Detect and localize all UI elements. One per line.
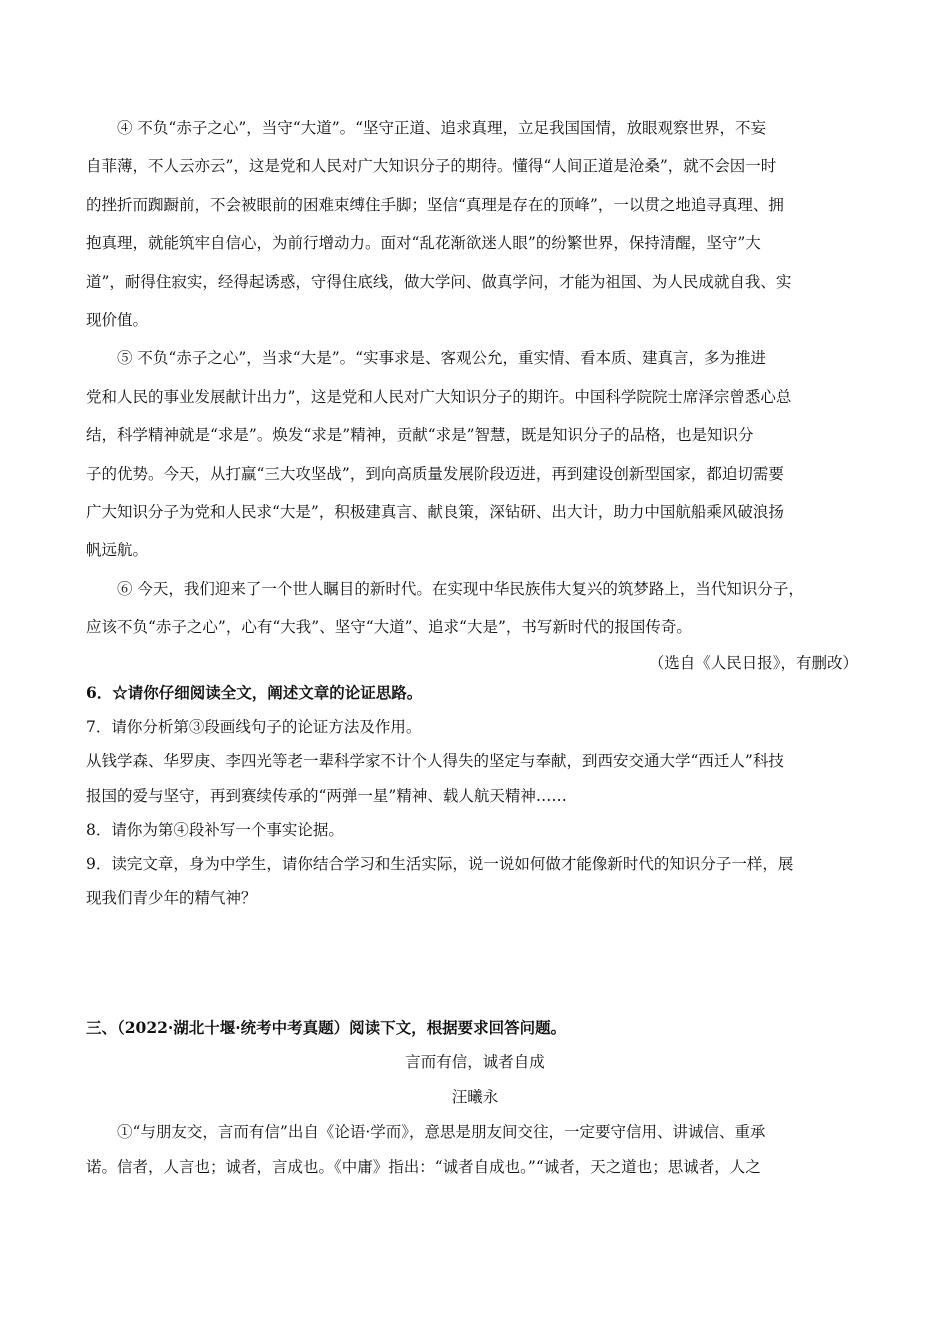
text-line: ⑤ 不负“赤子之心”，当求“大是”。“实事求是、客观公允，重实情、看本质、建真言，多为推进 <box>117 349 767 367</box>
text-line: 自菲薄，不人云亦云”，这是党和人民对广大知识分子的期待。懂得“人间正道是沧桑”，就不会因一时 <box>86 157 777 175</box>
text-line: 现我们青少年的精气神？ <box>86 889 257 907</box>
text-line: 言而有信，诚者自成 <box>405 1053 545 1071</box>
text-line: 6．☆请你仔细阅读全文，阐述文章的论证思路。 <box>86 683 423 702</box>
text-line: 9．读完文章，身为中学生，请你结合学习和生活实际，说一说如何做才能像新时代的知识分子一样，展 <box>86 855 794 873</box>
text-line: 帆远航。 <box>86 541 149 559</box>
text-line: 广大知识分子为党和人民求“大是”，积极建真言、献良策，深钻研、出大计，助力中国航船乘风破浪扬 <box>86 503 784 521</box>
text-line: 抱真理，就能筑牢自信心，为前行增动力。面对“乱花渐欲迷人眼”的纷繁世界，保持清醒，坚守”大 <box>86 234 761 252</box>
text-line: 应该不负“赤子之心”，心有“大我”、坚守“大道”、追求“大是”，书写新时代的报国传奇。 <box>86 618 692 636</box>
text-line: 从钱学森、华罗庚、李四光等老一辈科学家不计个人得失的坚定与奉献，到西安交通大学“西迁人”科技 <box>86 752 784 770</box>
text-line: ⑥ 今天，我们迎来了一个世人瞩目的新时代。在实现中华民族伟大复兴的筑梦路上，当代知识分子， <box>117 580 804 598</box>
text-line: （选自《人民日报》，有删改） <box>648 654 858 672</box>
text-line: ①“与朋友交，言而有信”出自《论语·学而》，意思是朋友间交往，一定要守信用、讲诚信、重承 <box>117 1123 766 1141</box>
text-line: 党和人民的事业发展献计出力”，这是党和人民对广大知识分子的期许。中国科学院院士席泽宗曾悉心总 <box>86 388 792 406</box>
text-line: ④ 不负“赤子之心”，当守“大道”。“坚守正道、追求真理，立足我国国情，放眼观察世界，不妄 <box>117 119 767 137</box>
text-line: 8．请你为第④段补写一个事实论据。 <box>86 821 344 839</box>
text-line: 现价值。 <box>86 311 149 329</box>
text-line: 道”，耐得住寂实，经得起诱惑，守得住底线，做大学问、做真学问，才能为祖国、为人民成就自我、实 <box>86 273 792 291</box>
text-line: 诺。信者，人言也；诚者，言成也。《中庸》指出：“诚者自成也。”“诚者，天之道也；思诚者，人之 <box>86 1158 761 1176</box>
text-line: 汪曦永 <box>451 1088 499 1106</box>
text-line: 7．请你分析第③段画线句子的论证方法及作用。 <box>86 718 422 736</box>
text-line: 三、（2022·湖北十堰·统考中考真题）阅读下文，根据要求回答问题。 <box>86 1018 567 1037</box>
text-line: 的挫折而踟蹰前，不会被眼前的困难束缚住手脚；坚信“真理是存在的顶峰”，一以贯之地追寻真理、拥 <box>86 196 784 214</box>
text-line: 子的优势。今天，从打赢“三大攻坚战”，到向高质量发展阶段迈进，再到建设创新型国家，都迫切需要 <box>86 465 784 483</box>
text-line: 报国的爱与坚守，再到赛续传承的“两弹一星”精神、载人航天精神…… <box>86 787 567 805</box>
text-line: 结，科学精神就是“求是”。焕发“求是”精神，贡献“求是”智慧，既是知识分子的品格，也是知识分 <box>86 426 754 444</box>
